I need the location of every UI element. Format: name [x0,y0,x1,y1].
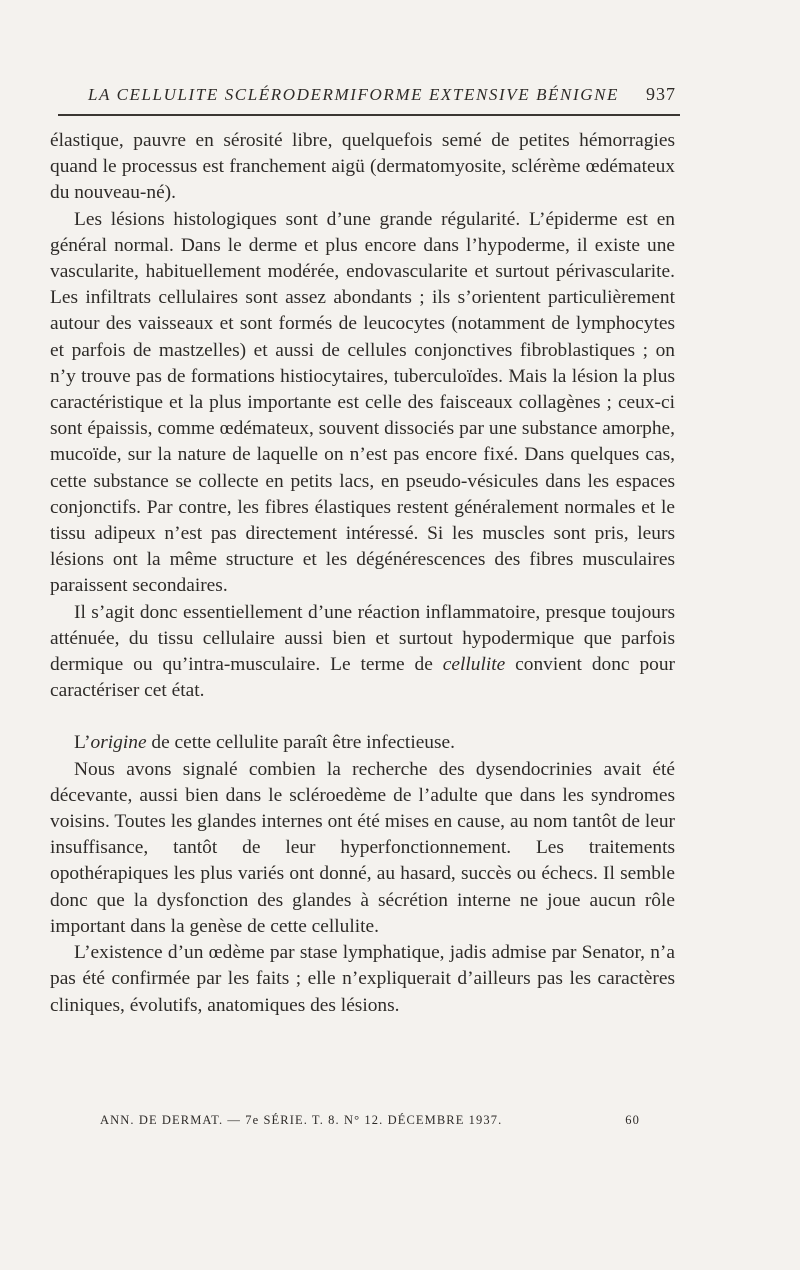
paragraph-4 [50,730,675,756]
signature-mark: 60 [625,1113,640,1127]
journal-citation: ANN. DE DERMAT. — 7e SÉRIE. T. 8. N° 12. DÉCEMBRE 1937. [100,1113,503,1127]
paragraph-4-prefix: L’ [74,732,91,754]
running-header [88,84,676,105]
paragraph-2: Les lésions histologiques sont d’une grande régularité. L’épiderme est en général normal. Dans le derme et plus encore dans l’hypoderme, il existe une vascularite, habituellement modérée, endovascularite et surtout périvascularite. Les infiltrats cellulaires sont assez abondants ; ils s’orientent particulièrement autour des vaisseaux et sont formés de leucocytes (notamment de lymphocytes et parfois de mastzelles) et aussi de cellules conjonctives fibroblastiques ; on n’y trouve pas de formations histiocytaires, tuberculoïdes. Mais la lésion la plus caractéristique et la plus importante est celle des faisceaux collagènes ; ceux-ci sont épaissis, comme œdémateux, souvent dissociés par une substance amorphe, mucoïde, sur la nature de laquelle on n’est pas encore fixé. Dans quelques cas, cette substance se collecte en petits lacs, en pseudo-vésicules dans les espaces conjonctifs. Par contre, les fibres élastiques restent généralement normales et le tissu adipeux n’est pas directement intéressé. Si les muscles sont pris, leurs lésions ont la même structure et les dégénérescences des fibres musculaires paraissent secondaires. [50,208,675,597]
paragraph-3-text-b: convient donc pour caractériser cet état. [50,654,675,702]
paragraph-5: Nous avons signalé combien la recherche des dysendocrinies avait été décevante, aussi bien dans le scléroedème de l’adulte que dans les syndromes voisins. Toutes les glandes internes ont été mises en cause, au nom tantôt de leur insuffisance, tantôt de leur hyperfonctionnement. Les traitements opothérapiques les plus variés ont donné, au hasard, succès ou échecs. Il semble donc que la dysfonction des glandes à sécrétion interne ne joue aucun rôle important dans la genèse de cette cellulite. [50,758,675,937]
header-rule [58,114,680,116]
paragraph-6: L’existence d’un œdème par stase lymphatique, jadis admise par Senator, n’a pas été confirmée par les faits ; elle n’expliquerait d’ailleurs pas les caractères cliniques, évolutifs, anatomiques des lésions. [50,942,675,1016]
running-title: LA CELLULITE SCLÉRODERMIFORME EXTENSIVE BÉNIGNE [88,85,620,104]
term-cellulite: cellulite [442,654,506,676]
paragraph-3 [50,600,675,705]
page-footer [100,1113,640,1128]
article-body [50,128,675,1019]
paragraph-1: élastique, pauvre en sérosité libre, quelquefois semé de petites hémorragies quand le processus est franchement aigü (dermatomyosite, sclérème œdémateux du nouveau-né). [50,130,675,204]
paragraph-4-text: de cette cellulite paraît être infectieuse. [146,732,456,754]
page-number: 937 [646,84,676,104]
term-origine: origine [90,732,147,754]
paragraph-3-text-a: Il s’agit donc essentiellement d’une réaction inflammatoire, presque toujours atténuée, du tissu cellulaire aussi bien et surtout hypodermique que parfois dermique ou qu’intra-musculaire. Le terme de [50,601,675,676]
